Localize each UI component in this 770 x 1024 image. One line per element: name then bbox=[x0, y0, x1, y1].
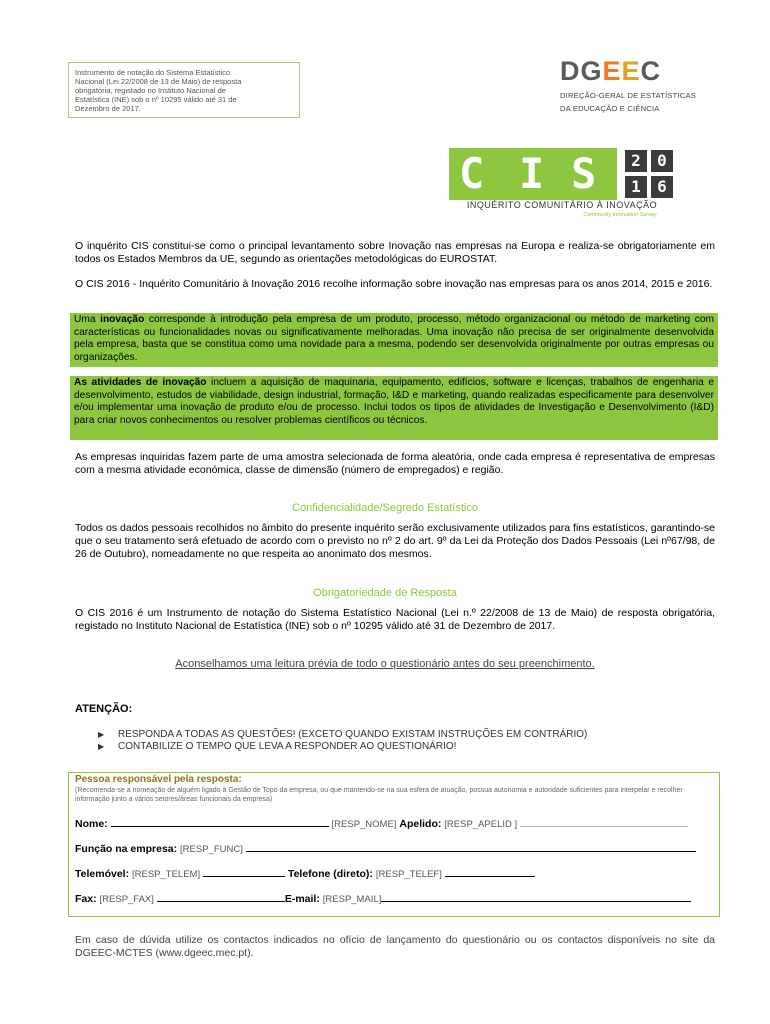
term-inovacao: inovação bbox=[100, 314, 145, 325]
cis-subcaption: Community Innovation Survey bbox=[583, 212, 657, 218]
fax-field[interactable] bbox=[157, 901, 285, 902]
apelido-field[interactable] bbox=[520, 826, 688, 827]
cis-logo bbox=[449, 148, 617, 200]
footer-contacts: Em caso de dúvida utilize os contactos indicados no ofício de lançamento do questionário ou os contactos disponíveis no site da DGEEC-MCTES (www.dgeec.mec.pt). bbox=[75, 934, 715, 959]
nome-label: Nome: bbox=[75, 818, 108, 830]
email-field[interactable] bbox=[381, 901, 691, 902]
cis-letter: I bbox=[519, 149, 545, 198]
telefone-row bbox=[75, 868, 535, 880]
notice-line: Dezembro de 2017. bbox=[75, 104, 141, 113]
apelido-tag: [RESP_APELID ] bbox=[444, 819, 518, 830]
dgeec-subtitle-line1: DIREÇÃO-GERAL DE ESTATÍSTICAS bbox=[560, 91, 697, 100]
respondent-note: (Recomenda-se a nomeação de alguém ligado à Gestão de Topo da empresa, ou que mantendo-se na sua esfera de atuação, possua autonomia e autoridade suficientes para interpelar e recolher informação junto a vários setores/áreas funcionais da empresa) bbox=[75, 787, 683, 803]
notice-line: Estatística (INE) sob o nº 10295 válido até 31 de bbox=[75, 95, 237, 104]
cis-caption: INQUÉRITO COMUNITÁRIO À INOVAÇÃO bbox=[466, 200, 658, 210]
obrigatoriedade-text: O CIS 2016 é um Instrumento de notação do Sistema Estatístico Nacional (Lei n.º 22/2008 de 13 de Maio) de resposta obrigatória, registado no Instituto Nacional de Estatística (INE) sob o nº 10295 válido até 31 de Dezembro de 2017. bbox=[75, 607, 715, 632]
fax-label: Fax: bbox=[75, 893, 97, 905]
apelido-label: Apelido: bbox=[399, 818, 442, 830]
definition-inovacao: Uma inovação corresponde à introdução pela empresa de um produto, processo, método organizacional ou método de marketing com características ou funcionalidades novas ou significativamente melhoradas. Uma inovação não precisa de ser originalmente desenvolvida pela empresa, basta que se constitua como uma novidade para a mesma, podendo ser desenvolvida originalmente por outras empresas ou organizações. bbox=[70, 313, 718, 367]
telefone-label: Telefone (direto): bbox=[287, 868, 373, 880]
confidencialidade-text: Todos os dados pessoais recolhidos no âmbito do presente inquérito serão exclusivamente utilizados para fins estatísticos, garantindo-se que o seu tratamento será efetuado de acordo com o previsto no nº 2 do art. 9º da Lei da Proteção dos Dados Pessoais (Lei nº67/98, de 26 de Outubro), nomeadamente no que respeita ao anonimato dos mesmos. bbox=[75, 522, 715, 560]
nome-row bbox=[75, 818, 688, 830]
term-atividades: As atividades de inovação bbox=[74, 377, 207, 388]
notice-line: Nacional (Lei 22/2008 de 13 de Maio) de resposta bbox=[75, 77, 242, 86]
cis-letter: C bbox=[459, 149, 485, 198]
telemovel-tag: [RESP_TELEM] bbox=[132, 869, 201, 880]
section-title-confidencialidade: Confidencialidade/Segredo Estatístico bbox=[292, 502, 478, 514]
email-tag: [RESP_MAIL] bbox=[322, 894, 382, 905]
atencao-label: ATENÇÃO: bbox=[75, 703, 133, 715]
fax-email-row bbox=[75, 893, 691, 905]
dgeec-logo: DGEEC bbox=[560, 56, 662, 86]
telemovel-field[interactable] bbox=[203, 876, 285, 877]
reading-advice: Aconselhamos uma leitura prévia de todo o questionário antes do seu preenchimento. bbox=[175, 658, 595, 670]
definition-atividades: As atividades de inovação incluem a aquisição de maquinaria, equipamento, edifícios, software e licenças, trabalhos de engenharia e desenvolvimento, estudos de viabilidade, design industrial, formação, I&D e marketing, quando realizadas especificamente para desenvolver e/ou implementar uma inovação de produto e/ou de processo. Inclui todos os tipos de atividades de Investigação e Desenvolvimento (I&D) para criar novos conhecimentos ou resolver problemas científicos ou técnicos. bbox=[70, 376, 718, 440]
email-label: E-mail: bbox=[284, 893, 320, 905]
telefone-field[interactable] bbox=[445, 876, 535, 877]
funcao-tag: [RESP_FUNC] bbox=[180, 844, 243, 855]
telefone-tag: [RESP_TELEF] bbox=[375, 869, 442, 880]
nome-field[interactable] bbox=[111, 826, 329, 827]
section-title-obrigatoriedade: Obrigatoriedade de Resposta bbox=[313, 587, 457, 599]
notice-line: obrigatória, registado no Instituto Nacional de bbox=[75, 86, 226, 95]
intro-paragraph-2: O CIS 2016 - Inquérito Comunitário à Inovação 2016 recolhe informação sobre inovação nas empresas para os anos 2014, 2015 e 2016. bbox=[75, 278, 713, 290]
nome-tag: [RESP_NOME] bbox=[331, 819, 397, 830]
dgeec-subtitle-line2: DA EDUCAÇÃO E CIÊNCIA bbox=[560, 104, 660, 113]
legal-notice-box bbox=[68, 62, 300, 118]
triangle-bullet-icon: ▶ bbox=[98, 730, 105, 739]
notice-line: Instrumento de notação do Sistema Estatístico bbox=[75, 68, 231, 77]
funcao-row bbox=[75, 843, 696, 855]
sample-paragraph: As empresas inquiridas fazem parte de uma amostra selecionada de forma aleatória, onde cada empresa é representativa de empresas com a mesma atividade económica, classe de dimensão (número de empregados) e região. bbox=[75, 451, 715, 476]
year-digit: 1 bbox=[625, 176, 647, 198]
fax-tag: [RESP_FAX] bbox=[99, 894, 154, 905]
telemovel-label: Telemóvel: bbox=[75, 868, 130, 880]
funcao-label: Função na empresa: bbox=[75, 843, 178, 855]
year-digit: 6 bbox=[651, 176, 673, 198]
funcao-field[interactable] bbox=[246, 851, 696, 852]
intro-paragraph-1: O inquérito CIS constitui-se como o principal levantamento sobre Inovação nas empresas na Europa e realiza-se obrigatoriamente em todos os Estados Membros da UE, segundo as orientações metodológicas do EUROSTAT. bbox=[75, 240, 715, 265]
cis-letter: S bbox=[571, 149, 597, 198]
year-digit: 2 bbox=[625, 150, 647, 172]
atencao-item: ▶ RESPONDA A TODAS AS QUESTÕES! (EXCETO QUANDO EXISTAM INSTRUÇÕES EM CONTRÁRIO) bbox=[98, 729, 588, 740]
year-digit: 0 bbox=[651, 150, 673, 172]
atencao-item: ▶ CONTABILIZE O TEMPO QUE LEVA A RESPONDER AO QUESTIONÁRIO! bbox=[98, 741, 457, 752]
respondent-title: Pessoa responsável pela resposta: bbox=[75, 774, 242, 785]
triangle-bullet-icon: ▶ bbox=[98, 742, 105, 751]
